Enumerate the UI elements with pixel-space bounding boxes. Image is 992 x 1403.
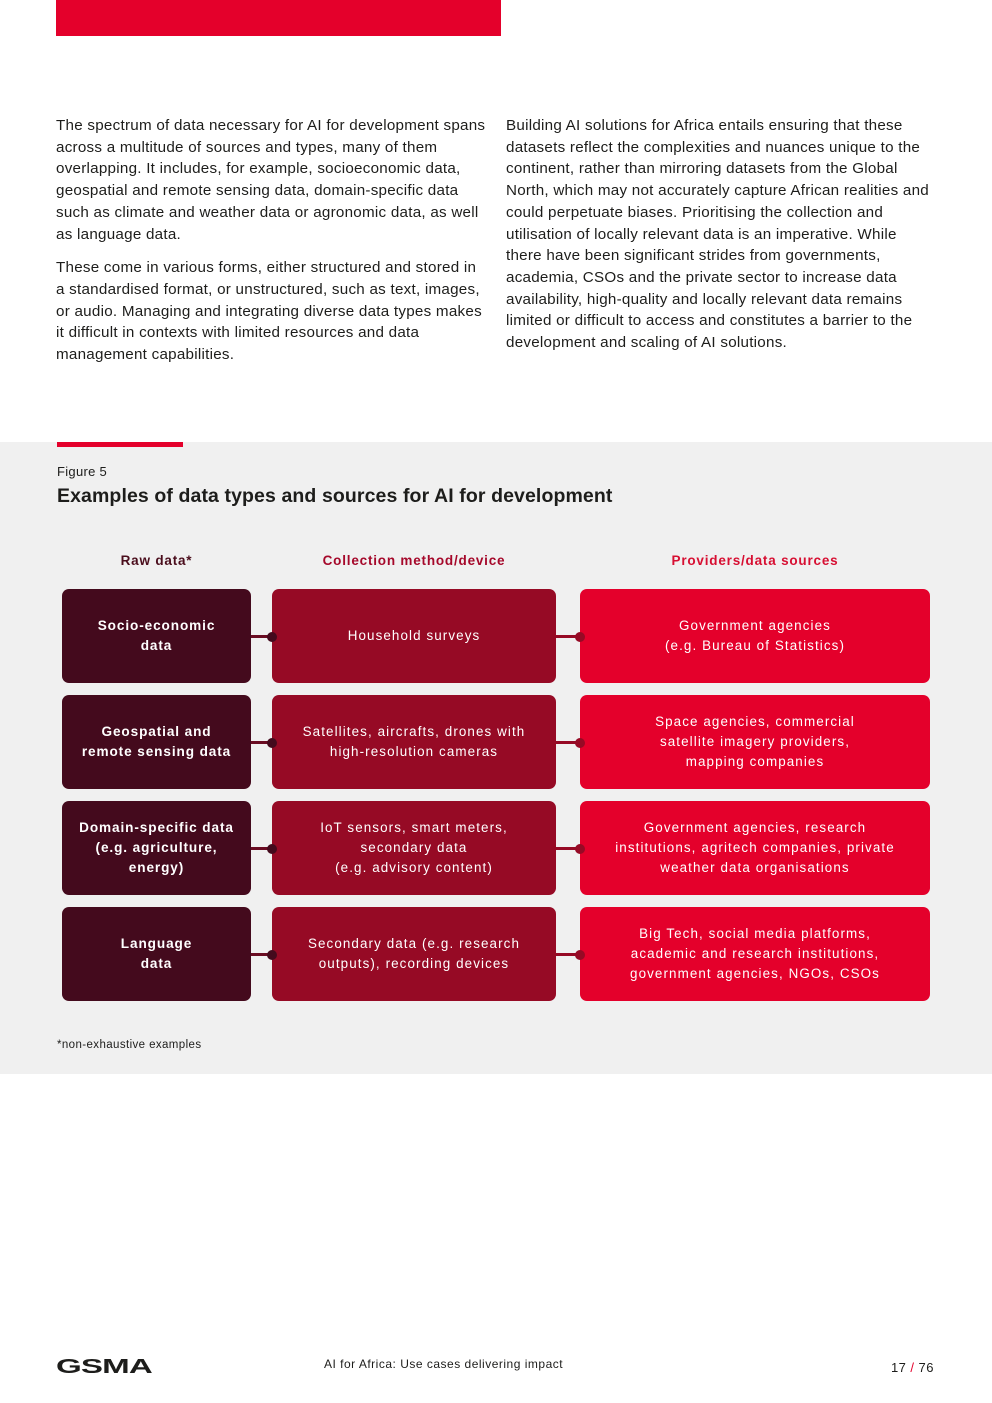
figure-footnote: *non-exhaustive examples: [57, 1039, 202, 1051]
raw-data-box: [62, 801, 251, 895]
page-separator: /: [910, 1360, 915, 1375]
connector-dot: [267, 950, 277, 960]
collection-method-box: [272, 695, 556, 789]
body-paragraph: The spectrum of data necessary for AI for development spans across a multitude of sources and types, many of them overlapping. It includes, for example, socioeconomic data, geospatial and remote sensing data, domain-specific data such as climate and weather data or agronomic data, as well as language data.: [56, 117, 486, 243]
connector-dot: [575, 738, 585, 748]
page-total: 76: [918, 1360, 934, 1375]
page-number: [891, 1360, 934, 1375]
provider-text: Space agencies, commercial satellite imagery providers, mapping companies: [655, 714, 855, 769]
collection-method-box: [272, 907, 556, 1001]
top-accent-bar: [56, 0, 501, 36]
raw-data-text: Socio-economic data: [97, 618, 216, 653]
raw-data-text: Domain-specific data (e.g. agriculture, energy): [79, 820, 234, 875]
collection-method-text: Household surveys: [347, 628, 481, 643]
figure-row-geospatial: [0, 695, 992, 789]
body-column-left: [56, 115, 488, 378]
column-header-providers: Providers/data sources: [671, 553, 839, 568]
figure-label: Figure 5: [57, 464, 108, 479]
connector-dot: [267, 844, 277, 854]
figure-accent-bar: [57, 442, 183, 447]
raw-data-box: [62, 589, 251, 683]
raw-data-text: Language data: [120, 936, 193, 971]
connector-dot: [575, 950, 585, 960]
collection-method-text: IoT sensors, smart meters, secondary data (e.g. advisory content): [320, 820, 508, 875]
body-paragraph: Building AI solutions for Africa entails ensuring that these datasets reflect the complexities and nuances unique to the continent, rather than mirroring datasets from the Global North, which may not accurately capture African realities and could perpetuate biases. Prioritising the collection and utilisation of locally relevant data is an imperative. While there have been significant strides from governments, academia, CSOs and the private sector to increase data availability, high-quality and locally relevant data remains limited or difficult to access and constitutes a barrier to the development and scaling of AI solutions.: [506, 117, 929, 352]
figure-row-language: [0, 907, 992, 1001]
connector-dot: [267, 738, 277, 748]
provider-text: Government agencies (e.g. Bureau of Statistics): [664, 618, 846, 653]
connector-dot: [575, 632, 585, 642]
body-column-right: [506, 115, 934, 366]
raw-data-text: Geospatial and remote sensing data: [81, 724, 232, 759]
provider-box: [580, 589, 930, 683]
page-current: 17: [890, 1360, 907, 1375]
collection-method-text: Secondary data (e.g. research outputs), recording devices: [307, 936, 521, 971]
gsma-logo: [56, 1356, 152, 1376]
collection-method-box: [272, 589, 556, 683]
raw-data-box: [62, 695, 251, 789]
gsma-logo-text: GSMA: [56, 1356, 152, 1376]
figure-panel: [0, 442, 992, 1074]
body-paragraph: These come in various forms, either structured and stored in a standardised format, or unstructured, such as text, images, or audio. Managing and integrating diverse data types makes it difficult in contexts with limited resources and data management capabilities.: [56, 259, 482, 364]
connector-dot: [575, 844, 585, 854]
figure-row-socio-economic: [0, 589, 992, 683]
provider-text: Government agencies, research institutions, agritech companies, private weather data organisations: [615, 820, 895, 875]
raw-data-box: [62, 907, 251, 1001]
connector-dot: [267, 632, 277, 642]
provider-box: [580, 695, 930, 789]
footer-document-title: AI for Africa: Use cases delivering impact: [324, 1357, 564, 1371]
provider-box: [580, 801, 930, 895]
provider-box: [580, 907, 930, 1001]
column-header-collection-method: Collection method/device: [322, 553, 506, 568]
column-header-raw-data: Raw data*: [120, 553, 193, 568]
provider-text: Big Tech, social media platforms, academic and research institutions, government agencies, NGOs, CSOs: [630, 926, 880, 981]
figure-title: Examples of data types and sources for AI for development: [57, 485, 613, 507]
figure-row-domain-specific: [0, 801, 992, 895]
collection-method-text: Satellites, aircrafts, drones with high-resolution cameras: [302, 724, 526, 759]
collection-method-box: [272, 801, 556, 895]
